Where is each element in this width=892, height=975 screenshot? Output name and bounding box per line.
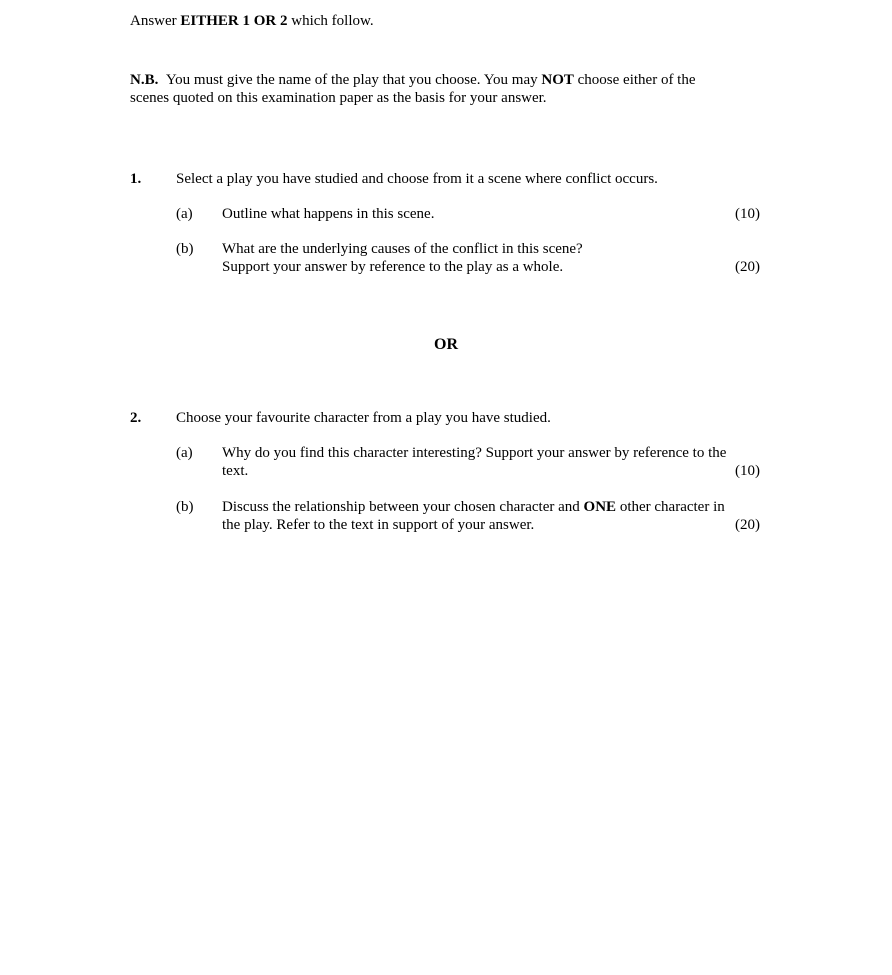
nb-text: You must give the name of the play that you choose. You may bbox=[165, 72, 542, 88]
nb-emphasis: NOT bbox=[541, 72, 574, 88]
question-2b-line1 bbox=[222, 498, 725, 516]
question-2a-line2: text. bbox=[222, 463, 249, 479]
instruction-emphasis: EITHER 1 OR 2 bbox=[180, 13, 288, 29]
question-2b-label: (b) bbox=[176, 499, 194, 515]
question-1b-label: (b) bbox=[176, 241, 194, 257]
question-2b-marks: (20) bbox=[735, 517, 760, 533]
answer-instruction bbox=[130, 12, 374, 30]
question-1-prompt: Select a play you have studied and choose from it a scene where conflict occurs. bbox=[176, 171, 658, 187]
nb-note-line2: scenes quoted on this examination paper as the basis for your answer. bbox=[130, 90, 547, 106]
question-2a-marks: (10) bbox=[735, 463, 760, 479]
or-divider: OR bbox=[434, 336, 458, 353]
question-1b-marks: (20) bbox=[735, 259, 760, 275]
question-2b-line2: the play. Refer to the text in support of your answer. bbox=[222, 517, 535, 533]
question-1-number: 1. bbox=[130, 171, 142, 187]
question-1b-line2: Support your answer by reference to the play as a whole. bbox=[222, 259, 564, 275]
nb-text: choose either of the bbox=[573, 72, 696, 88]
instruction-text: Answer bbox=[130, 13, 181, 29]
question-2b-emphasis: ONE bbox=[583, 499, 617, 515]
instruction-text: which follow. bbox=[287, 13, 374, 29]
question-2b-text: Discuss the relationship between your chosen character and bbox=[222, 499, 584, 515]
question-1a-text: Outline what happens in this scene. bbox=[222, 206, 435, 222]
question-2-number: 2. bbox=[130, 410, 142, 426]
question-1a-label: (a) bbox=[176, 206, 193, 222]
question-1b-line1: What are the underlying causes of the conflict in this scene? bbox=[222, 241, 583, 257]
question-1a-marks: (10) bbox=[735, 206, 760, 222]
question-2a-line1: Why do you find this character interesting? Support your answer by reference to the bbox=[222, 445, 727, 461]
question-2-prompt: Choose your favourite character from a play you have studied. bbox=[176, 410, 551, 426]
question-2a-label: (a) bbox=[176, 445, 193, 461]
question-2b-text: other character in bbox=[616, 499, 725, 515]
nb-label: N.B. bbox=[130, 72, 159, 88]
nb-note-line1 bbox=[130, 71, 696, 89]
